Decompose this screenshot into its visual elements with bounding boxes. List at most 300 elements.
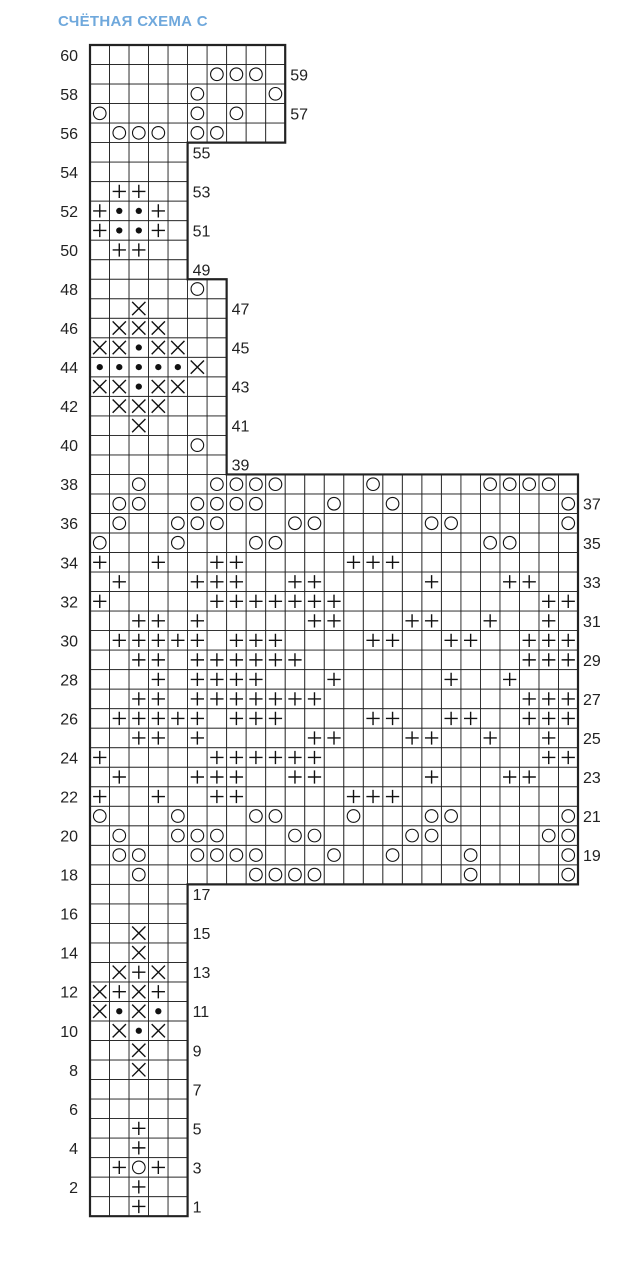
plus-stitch-icon — [113, 185, 126, 198]
grid-cell — [500, 709, 520, 729]
plus-stitch-icon — [210, 751, 223, 764]
grid-cell — [207, 104, 227, 124]
plus-stitch-icon — [386, 556, 399, 569]
chart-row-41 — [90, 416, 227, 436]
row-label-right: 55 — [192, 145, 211, 163]
grid-cell — [207, 455, 227, 475]
plus-stitch-icon — [230, 575, 243, 588]
grid-cell — [422, 865, 442, 885]
plus-stitch-icon — [347, 790, 360, 803]
circle-stitch-icon — [542, 478, 555, 491]
grid-cell — [266, 611, 286, 631]
grid-cell — [90, 962, 110, 982]
plus-stitch-icon — [542, 731, 555, 744]
grid-cell — [402, 748, 422, 768]
grid-cell — [168, 1177, 188, 1197]
grid-cell — [558, 787, 578, 807]
grid-cell — [168, 1119, 188, 1139]
grid-cell — [168, 884, 188, 904]
grid-cell — [344, 494, 364, 514]
row-label-right: 39 — [231, 457, 250, 475]
grid-cell — [285, 631, 305, 651]
grid-cell — [90, 923, 110, 943]
grid-cell — [500, 592, 520, 612]
grid-cell — [246, 104, 266, 124]
grid-cell — [90, 182, 110, 202]
plus-stitch-icon — [152, 673, 165, 686]
grid-cell — [461, 670, 481, 690]
circle-stitch-icon — [464, 849, 477, 862]
row-label-left: 14 — [60, 945, 78, 963]
grid-cell — [422, 533, 442, 553]
grid-cell — [188, 396, 208, 416]
grid-cell — [402, 806, 422, 826]
circle-stitch-icon — [445, 810, 458, 823]
row-label-right: 25 — [583, 730, 601, 748]
grid-cell — [129, 826, 149, 846]
grid-cell — [519, 592, 539, 612]
grid-cell — [383, 865, 403, 885]
grid-cell — [188, 45, 208, 65]
grid-cell — [129, 84, 149, 104]
grid-cell — [344, 650, 364, 670]
grid-cell — [480, 767, 500, 787]
chart-row-60 — [90, 45, 285, 65]
grid-cell — [500, 826, 520, 846]
grid-cell — [363, 650, 383, 670]
grid-cell — [500, 787, 520, 807]
row-label-left: 36 — [60, 516, 78, 534]
grid-cell — [168, 728, 188, 748]
row-label-left: 2 — [69, 1179, 78, 1197]
chart-row-47 — [90, 299, 227, 319]
cross-stitch-icon — [132, 1044, 145, 1057]
grid-cell — [149, 845, 169, 865]
grid-cell — [227, 533, 247, 553]
grid-cell — [129, 143, 149, 163]
cross-stitch-icon — [113, 380, 126, 393]
grid-cell — [149, 279, 169, 299]
grid-cell — [110, 1041, 130, 1061]
grid-cell — [305, 533, 325, 553]
grid-cell — [168, 84, 188, 104]
plus-stitch-icon — [152, 614, 165, 627]
grid-cell — [558, 728, 578, 748]
grid-cell — [344, 689, 364, 709]
grid-cell — [110, 299, 130, 319]
plus-stitch-icon — [230, 673, 243, 686]
plus-stitch-icon — [269, 653, 282, 666]
grid-cell — [168, 260, 188, 280]
grid-cell — [519, 611, 539, 631]
grid-cell — [90, 650, 110, 670]
circle-stitch-icon — [386, 849, 399, 862]
grid-cell — [441, 767, 461, 787]
grid-cell — [266, 728, 286, 748]
grid-cell — [90, 943, 110, 963]
grid-cell — [344, 709, 364, 729]
chart-row-5 — [90, 1119, 188, 1139]
grid-cell — [168, 162, 188, 182]
circle-stitch-icon — [211, 478, 224, 491]
row-label-left: 32 — [60, 594, 78, 612]
grid-cell — [207, 709, 227, 729]
grid-cell — [305, 709, 325, 729]
grid-cell — [324, 787, 344, 807]
grid-cell — [305, 631, 325, 651]
grid-cell — [500, 611, 520, 631]
grid-cell — [90, 1158, 110, 1178]
circle-stitch-icon — [425, 829, 438, 842]
chart-row-26 — [90, 709, 578, 729]
chart-row-48 — [90, 279, 227, 299]
circle-stitch-icon — [250, 478, 263, 491]
grid-cell — [149, 435, 169, 455]
grid-cell — [129, 553, 149, 573]
grid-cell — [344, 865, 364, 885]
grid-cell — [90, 416, 110, 436]
row-label-left: 40 — [60, 438, 78, 456]
grid-cell — [519, 826, 539, 846]
plus-stitch-icon — [288, 575, 301, 588]
row-label-left: 34 — [60, 555, 78, 573]
chart-row-14 — [90, 943, 188, 963]
grid-cell — [480, 650, 500, 670]
grid-cell — [188, 553, 208, 573]
plus-stitch-icon — [230, 770, 243, 783]
circle-stitch-icon — [132, 127, 145, 140]
grid-cell — [227, 123, 247, 143]
circle-stitch-icon — [562, 829, 575, 842]
grid-cell — [188, 455, 208, 475]
grid-cell — [110, 162, 130, 182]
grid-cell — [383, 650, 403, 670]
grid-cell — [500, 631, 520, 651]
grid-cell — [110, 650, 130, 670]
grid-cell — [480, 826, 500, 846]
grid-cell — [149, 162, 169, 182]
grid-cell — [207, 45, 227, 65]
plus-stitch-icon — [327, 731, 340, 744]
dot-stitch-icon — [116, 227, 122, 233]
plus-stitch-icon — [269, 634, 282, 647]
grid-cell — [168, 1021, 188, 1041]
circle-stitch-icon — [269, 536, 282, 549]
grid-cell — [539, 553, 559, 573]
grid-cell — [461, 728, 481, 748]
plus-stitch-icon — [152, 634, 165, 647]
grid-cell — [402, 572, 422, 592]
grid-cell — [227, 826, 247, 846]
grid-cell — [344, 474, 364, 494]
grid-cell — [168, 650, 188, 670]
chart-title: СЧЁТНАЯ СХЕМА С — [58, 13, 208, 30]
circle-stitch-icon — [308, 517, 321, 530]
chart-row-15 — [90, 923, 188, 943]
plus-stitch-icon — [230, 595, 243, 608]
grid-cell — [324, 748, 344, 768]
chart-row-27 — [90, 689, 578, 709]
grid-cell — [129, 572, 149, 592]
grid-cell — [500, 865, 520, 885]
grid-cell — [266, 826, 286, 846]
plus-stitch-icon — [542, 692, 555, 705]
grid-cell — [441, 611, 461, 631]
grid-cell — [149, 1138, 169, 1158]
grid-cell — [519, 494, 539, 514]
circle-stitch-icon — [113, 497, 126, 510]
plus-stitch-icon — [523, 692, 536, 705]
grid-cell — [168, 45, 188, 65]
row-label-right: 21 — [583, 809, 601, 827]
chart-row-46 — [90, 318, 227, 338]
chart-row-50 — [90, 240, 188, 260]
grid-cell — [168, 318, 188, 338]
grid-cell — [149, 416, 169, 436]
row-label-left: 44 — [60, 360, 78, 378]
plus-stitch-icon — [542, 653, 555, 666]
plus-stitch-icon — [113, 985, 126, 998]
plus-stitch-icon — [230, 634, 243, 647]
grid-cell — [539, 787, 559, 807]
grid-cell — [500, 728, 520, 748]
circle-stitch-icon — [230, 478, 243, 491]
grid-cell — [344, 845, 364, 865]
grid-cell — [285, 494, 305, 514]
grid-cell — [305, 787, 325, 807]
grid-cell — [402, 845, 422, 865]
row-label-left: 58 — [60, 86, 78, 104]
grid-cell — [188, 748, 208, 768]
circle-stitch-icon — [308, 868, 321, 881]
dot-stitch-icon — [175, 364, 181, 370]
chart-row-3 — [90, 1158, 188, 1178]
grid-cell — [500, 806, 520, 826]
plus-stitch-icon — [288, 751, 301, 764]
grid-cell — [168, 104, 188, 124]
grid-cell — [441, 474, 461, 494]
grid-cell — [461, 513, 481, 533]
grid-cell — [168, 1060, 188, 1080]
circle-stitch-icon — [211, 517, 224, 530]
grid-cell — [168, 123, 188, 143]
chart-row-32 — [90, 592, 578, 612]
circle-stitch-icon — [250, 810, 263, 823]
grid-cell — [149, 299, 169, 319]
grid-cell — [344, 513, 364, 533]
plus-stitch-icon — [230, 790, 243, 803]
grid-cell — [90, 123, 110, 143]
grid-cell — [168, 962, 188, 982]
dot-stitch-icon — [97, 364, 103, 370]
circle-stitch-icon — [562, 517, 575, 530]
grid-cell — [246, 767, 266, 787]
grid-cell — [168, 943, 188, 963]
grid-cell — [422, 553, 442, 573]
plus-stitch-icon — [405, 731, 418, 744]
plus-stitch-icon — [210, 595, 223, 608]
grid-cell — [422, 670, 442, 690]
cross-stitch-icon — [93, 985, 106, 998]
grid-cell — [129, 45, 149, 65]
plus-stitch-icon — [171, 712, 184, 725]
grid-cell — [188, 533, 208, 553]
plus-stitch-icon — [366, 790, 379, 803]
plus-stitch-icon — [191, 673, 204, 686]
circle-stitch-icon — [132, 868, 145, 881]
dot-stitch-icon — [136, 383, 142, 389]
grid-cell — [285, 670, 305, 690]
grid-cell — [558, 611, 578, 631]
grid-cell — [168, 221, 188, 241]
grid-cell — [110, 1177, 130, 1197]
chart-row-2 — [90, 1177, 188, 1197]
row-label-right: 29 — [583, 652, 601, 670]
grid-cell — [402, 592, 422, 612]
plus-stitch-icon — [269, 712, 282, 725]
plus-stitch-icon — [171, 634, 184, 647]
circle-stitch-icon — [132, 478, 145, 491]
grid-cell — [422, 787, 442, 807]
grid-cell — [149, 182, 169, 202]
cross-stitch-icon — [113, 399, 126, 412]
grid-cell — [500, 494, 520, 514]
grid-cell — [324, 572, 344, 592]
grid-cell — [441, 592, 461, 612]
plus-stitch-icon — [132, 185, 145, 198]
plus-stitch-icon — [288, 692, 301, 705]
chart-row-7 — [90, 1080, 188, 1100]
plus-stitch-icon — [93, 224, 106, 237]
grid-cell — [168, 982, 188, 1002]
grid-cell — [207, 806, 227, 826]
plus-stitch-icon — [132, 243, 145, 256]
grid-cell — [129, 435, 149, 455]
grid-cell — [461, 689, 481, 709]
chart-row-18 — [90, 865, 578, 885]
grid-cell — [422, 592, 442, 612]
plus-stitch-icon — [269, 692, 282, 705]
grid-cell — [207, 338, 227, 358]
grid-cell — [519, 787, 539, 807]
grid-cell — [402, 631, 422, 651]
grid-cell — [227, 806, 247, 826]
row-label-right: 45 — [231, 340, 250, 358]
circle-stitch-icon — [562, 810, 575, 823]
chart-row-21 — [90, 806, 578, 826]
grid-cell — [168, 1138, 188, 1158]
grid-cell — [500, 650, 520, 670]
grid-cell — [324, 806, 344, 826]
circle-stitch-icon — [289, 868, 302, 881]
plus-stitch-icon — [132, 966, 145, 979]
grid-cell — [305, 650, 325, 670]
grid-cell — [168, 1080, 188, 1100]
plus-stitch-icon — [191, 731, 204, 744]
grid-cell — [363, 689, 383, 709]
chart-row-39 — [90, 455, 227, 475]
grid-cell — [363, 806, 383, 826]
circle-stitch-icon — [93, 107, 106, 120]
grid-cell — [90, 904, 110, 924]
grid-cell — [344, 748, 364, 768]
chart-row-52 — [90, 201, 188, 221]
grid-cell — [168, 923, 188, 943]
plus-stitch-icon — [191, 692, 204, 705]
plus-stitch-icon — [210, 575, 223, 588]
grid-cell — [246, 611, 266, 631]
grid-cell — [558, 767, 578, 787]
grid-cell — [461, 650, 481, 670]
grid-cell — [363, 533, 383, 553]
circle-stitch-icon — [132, 849, 145, 862]
chart-row-42 — [90, 396, 227, 416]
grid-cell — [519, 806, 539, 826]
cross-stitch-icon — [132, 1063, 145, 1076]
grid-cell — [168, 1158, 188, 1178]
plus-stitch-icon — [542, 595, 555, 608]
grid-cell — [227, 84, 247, 104]
circle-stitch-icon — [542, 829, 555, 842]
grid-cell — [519, 845, 539, 865]
grid-cell — [402, 513, 422, 533]
grid-cell — [402, 650, 422, 670]
plus-stitch-icon — [93, 751, 106, 764]
grid-cell — [168, 611, 188, 631]
cross-stitch-icon — [152, 966, 165, 979]
grid-cell — [110, 435, 130, 455]
row-label-right: 43 — [231, 379, 250, 397]
grid-cell — [90, 299, 110, 319]
plus-stitch-icon — [347, 556, 360, 569]
grid-cell — [110, 455, 130, 475]
grid-cell — [129, 1099, 149, 1119]
dot-stitch-icon — [116, 208, 122, 214]
grid-cell — [285, 845, 305, 865]
grid-cell — [90, 1041, 110, 1061]
circle-stitch-icon — [191, 283, 204, 296]
grid-cell — [149, 533, 169, 553]
grid-cell — [90, 767, 110, 787]
grid-cell — [480, 592, 500, 612]
grid-cell — [539, 572, 559, 592]
plus-stitch-icon — [113, 243, 126, 256]
grid-cell — [90, 45, 110, 65]
chart-row-45 — [90, 338, 227, 358]
plus-stitch-icon — [132, 1180, 145, 1193]
chart-row-22 — [90, 787, 578, 807]
grid-cell — [480, 513, 500, 533]
circle-stitch-icon — [191, 849, 204, 862]
grid-cell — [500, 553, 520, 573]
row-label-left: 52 — [60, 203, 78, 221]
grid-cell — [285, 806, 305, 826]
grid-cell — [90, 865, 110, 885]
row-label-right: 37 — [583, 496, 601, 514]
row-label-right: 53 — [192, 184, 211, 202]
grid-cell — [168, 240, 188, 260]
grid-cell — [168, 787, 188, 807]
grid-cell — [324, 865, 344, 885]
grid-cell — [149, 592, 169, 612]
grid-cell — [110, 943, 130, 963]
plus-stitch-icon — [562, 712, 575, 725]
grid-cell — [90, 845, 110, 865]
grid-cell — [461, 533, 481, 553]
grid-cell — [558, 572, 578, 592]
grid-cell — [461, 611, 481, 631]
dot-stitch-icon — [136, 208, 142, 214]
